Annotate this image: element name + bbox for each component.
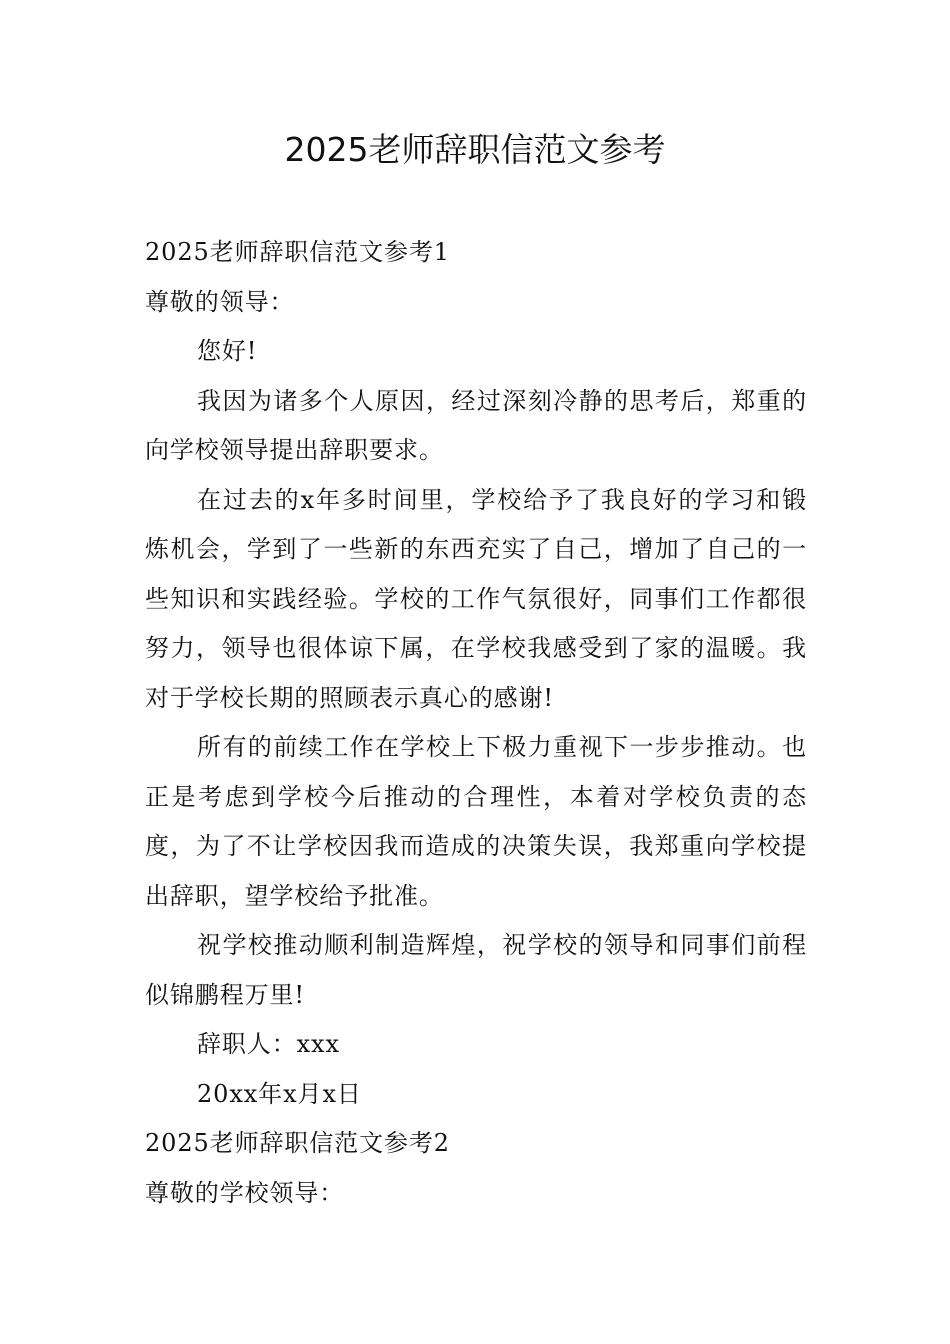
letter-1-paragraph: 祝学校推动顺利制造辉煌，祝学校的领导和同事们前程似锦鹏程万里! — [145, 931, 807, 1009]
letter-1-paragraph: 所有的前续工作在学校上下极力重视下一步步推动。也正是考虑到学校今后推动的合理性，本着对学校负责的态度，为了不让学校因我而造成的决策失误，我郑重向学校提出辞职，望学校给予批准。 — [145, 733, 807, 910]
letter-1-date: 20xx年x月x日 — [197, 1079, 362, 1108]
letter-1-paragraph: 我因为诸多个人原因，经过深刻冷静的思考后，郑重的向学校领导提出辞职要求。 — [145, 386, 807, 464]
letter-1-salutation: 尊敬的领导： — [145, 287, 295, 316]
letter-1-greeting: 您好! — [197, 337, 258, 365]
document-body — [145, 228, 807, 1218]
letter-1-signature: 辞职人：xxx — [197, 1030, 340, 1058]
letter-1-paragraph: 在过去的x年多时间里，学校给予了我良好的学习和锻炼机会，学到了一些新的东西充实了自己，增加了自己的一些知识和实践经验。学校的工作气氛很好，同事们工作都很努力，领导也很体谅下属，在学校我感受到了家的温暖。我对于学校长期的照顾表示真心的感谢! — [145, 485, 807, 712]
document-title: 2025老师辞职信范文参考 — [284, 130, 666, 169]
letter-1-heading: 2025老师辞职信范文参考1 — [145, 238, 450, 266]
letter-2-salutation: 尊敬的学校领导： — [145, 1178, 345, 1207]
letter-2-heading: 2025老师辞职信范文参考2 — [145, 1129, 450, 1157]
